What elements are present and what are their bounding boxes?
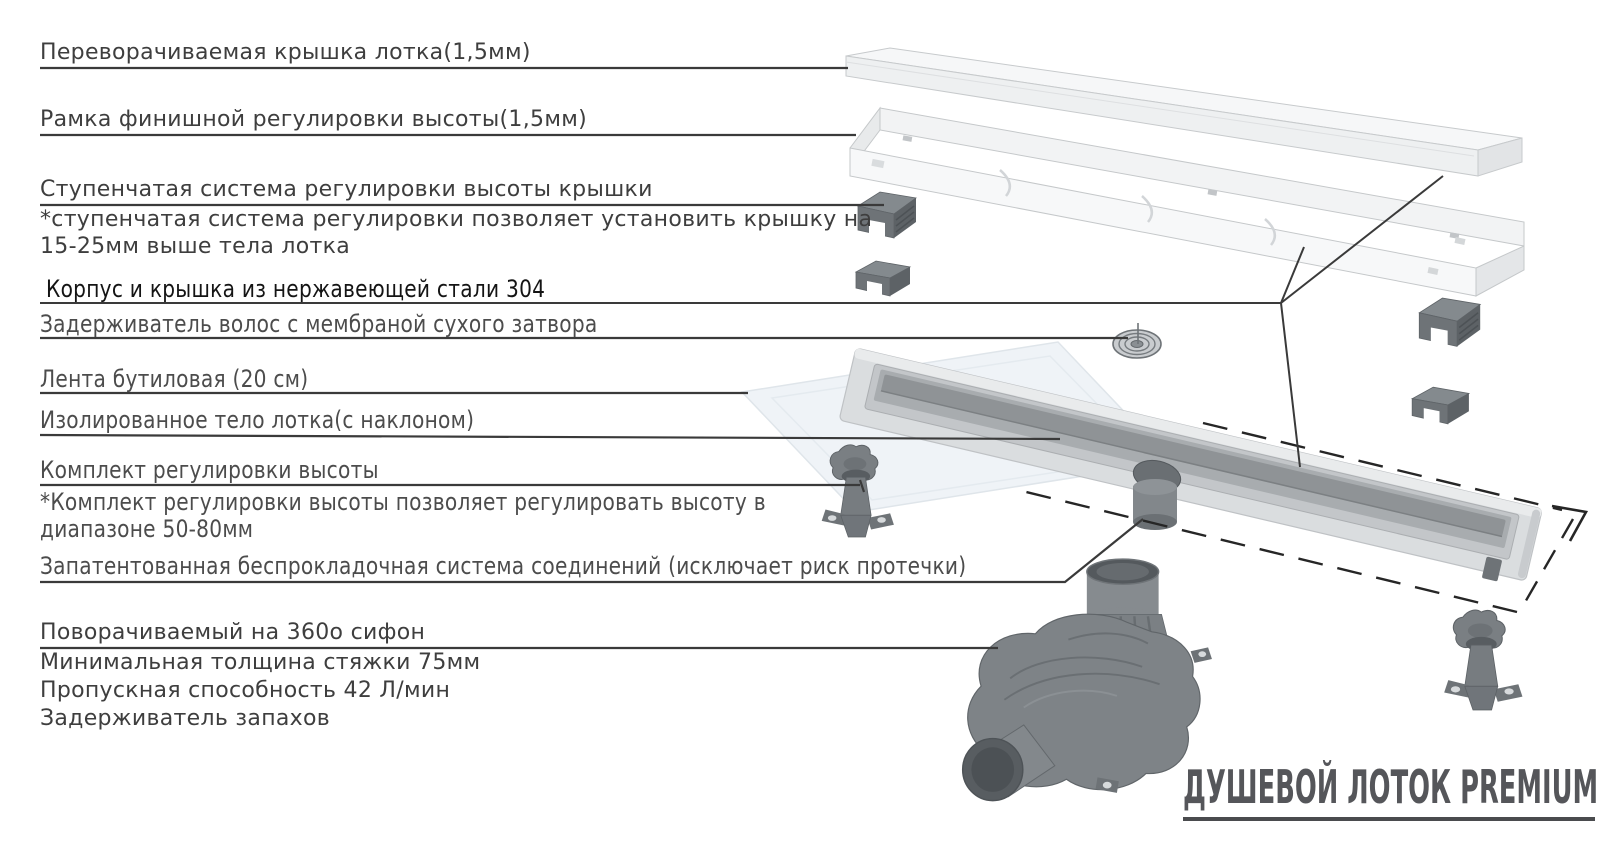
siphon	[963, 559, 1212, 801]
callout-height-kit: Комплект регулировки высоты	[40, 456, 379, 484]
callout-steel: Корпус и крышка из нержавеющей стали 304	[46, 275, 546, 303]
title-underline	[1183, 817, 1595, 821]
callout-screed-thickness: Минимальная толщина стяжки 75мм	[40, 650, 481, 675]
lid-bar	[846, 48, 1522, 176]
callout-step-system-note-1: *ступенчатая система регулировки позволяет установить крышку на	[40, 207, 873, 232]
callout-odor-trap: Задерживатель запахов	[40, 706, 331, 731]
product-title: ДУШЕВОЙ ЛОТОК PREMIUM	[1183, 760, 1599, 814]
adjustment-foot	[1444, 610, 1522, 710]
callout-siphon-360: Поворачиваемый на 360о сифон	[40, 620, 426, 645]
step-clip	[1419, 298, 1480, 346]
callout-height-kit-note-1: *Комплект регулировки высоты позволяет регулировать высоту в	[40, 488, 766, 516]
callout-frame: Рамка финишной регулировки высоты(1,5мм)	[40, 107, 587, 132]
callout-step-system: Ступенчатая система регулировки высоты крышки	[40, 177, 653, 202]
hair-catcher-disc	[1113, 323, 1161, 358]
step-clip	[1412, 387, 1469, 424]
step-clip	[856, 261, 910, 296]
callout-height-kit-note-2: диапазоне 50-80мм	[40, 515, 254, 543]
callout-insulated-body: Изолированное тело лотка(с наклоном)	[40, 406, 475, 434]
callout-hair-catcher: Задерживатель волос с мембраной сухого затвора	[40, 310, 598, 338]
callout-step-system-note-2: 15-25мм выше тела лотка	[40, 234, 351, 259]
callout-sealless-connection: Запатентованная беспрокладочная система соединений (исключает риск протечки)	[40, 552, 967, 580]
callout-lid: Переворачиваемая крышка лотка(1,5мм)	[40, 40, 531, 65]
callout-flow-capacity: Пропускная способность 42 Л/мин	[40, 678, 451, 703]
callout-butyl-tape: Лента бутиловая (20 см)	[40, 365, 309, 393]
